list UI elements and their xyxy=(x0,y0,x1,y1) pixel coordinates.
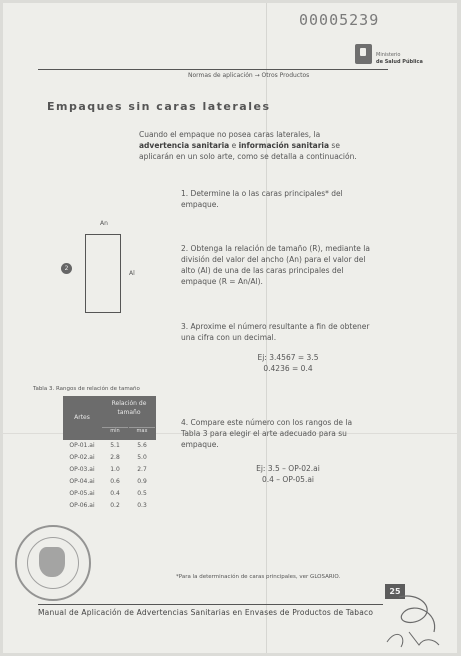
cell-max: 2.7 xyxy=(137,466,147,473)
section-title: Empaques sin caras laterales xyxy=(47,100,271,113)
cell-arte: OP-06.ai xyxy=(69,502,95,509)
step-3: 3. Aproxime el número resultante a fin de obtener una cifra con un decimal. xyxy=(181,322,370,342)
table-row xyxy=(63,476,156,488)
breadcrumb: Normas de aplicación → Otros Productos xyxy=(188,72,310,79)
table-row xyxy=(63,500,156,512)
cell-arte: OP-04.ai xyxy=(69,478,95,485)
example-step4 xyxy=(233,463,343,485)
cell-min: 1.0 xyxy=(110,466,120,473)
cell-arte: OP-03.ai xyxy=(69,466,95,473)
ministry-logo xyxy=(355,42,421,70)
cell-max: 5.6 xyxy=(137,442,147,449)
footnote: *Para la determinación de caras principales, ver GLOSARIO. xyxy=(176,574,341,580)
intro-text-1: Cuando el empaque no posea caras laterales, la xyxy=(139,130,321,139)
page-number: 25 xyxy=(385,584,405,599)
header-artes: Artes xyxy=(74,414,90,421)
cell-arte: OP-05.ai xyxy=(69,490,95,497)
intro-paragraph xyxy=(139,129,371,162)
cell-min: 0.2 xyxy=(110,502,120,509)
official-seal-stamp xyxy=(15,525,91,601)
document-page xyxy=(3,3,457,653)
example-step3 xyxy=(233,352,343,374)
example-step3-line2: 0.4236 = 0.4 xyxy=(263,364,313,373)
header-relacion: Relación de tamaño xyxy=(111,400,147,416)
cell-arte: OP-01.ai xyxy=(69,442,95,449)
intro-bold-1: advertencia sanitaria xyxy=(139,141,230,150)
cell-max: 0.3 xyxy=(137,502,147,509)
cell-min: 2.8 xyxy=(110,454,120,461)
intro-text-3: se aplicarán en un solo arte, como se detalla a continuación. xyxy=(139,141,357,161)
logo-line2: de Salud Pública xyxy=(376,59,423,65)
diagram-label-width: An xyxy=(100,220,108,227)
seal-emblem-icon xyxy=(39,547,65,577)
table-caption: Tabla 3. Rangos de relación de tamaño xyxy=(33,386,140,392)
cell-arte: OP-02.ai xyxy=(69,454,95,461)
table-row xyxy=(63,488,156,500)
table-header xyxy=(63,396,156,440)
ministry-logo-icon xyxy=(355,44,372,64)
ranges-table xyxy=(63,396,156,512)
cell-max: 0.5 xyxy=(137,490,147,497)
table-row xyxy=(63,440,156,452)
footer-divider xyxy=(38,604,383,605)
serial-number: 00005239 xyxy=(299,11,380,29)
cell-min: 5.1 xyxy=(110,442,120,449)
intro-bold-2: información sanitaria xyxy=(238,141,330,150)
header-min: min xyxy=(102,427,128,438)
table-row xyxy=(63,464,156,476)
cell-max: 0.9 xyxy=(137,478,147,485)
example-step4-line1: Ej: 3.5 – OP-02.ai xyxy=(256,464,320,473)
diagram-label-height: Al xyxy=(129,270,135,277)
header-max: max xyxy=(129,427,155,438)
example-step4-line2: 0.4 – OP-05.ai xyxy=(261,475,315,484)
handwritten-signature xyxy=(379,587,449,649)
cell-min: 0.4 xyxy=(110,490,120,497)
example-step3-line1: Ej: 3.4567 = 3.5 xyxy=(257,353,319,362)
header-divider xyxy=(38,69,388,70)
step-bullet-icon: 2 xyxy=(61,263,72,274)
package-face-diagram xyxy=(85,234,121,313)
step-2: 2. Obtenga la relación de tamaño (R), mediante la división del valor del ancho (An) para el valor del alto (Al) de una de las caras principales del empaque (R = An/Al). xyxy=(181,244,370,286)
cell-min: 0.6 xyxy=(110,478,120,485)
footer-title: Manual de Aplicación de Advertencias Sanitarias en Envases de Productos de Tabaco xyxy=(38,608,374,617)
step-4: 4. Compare este número con los rangos de la Tabla 3 para elegir el arte adecuado para su empaque. xyxy=(181,418,353,449)
intro-text-2: e xyxy=(229,141,239,150)
cell-max: 5.0 xyxy=(137,454,147,461)
step-1: 1. Determine la o las caras principales* del empaque. xyxy=(181,189,343,209)
logo-line1: Ministerio xyxy=(376,52,401,58)
table-row xyxy=(63,452,156,464)
